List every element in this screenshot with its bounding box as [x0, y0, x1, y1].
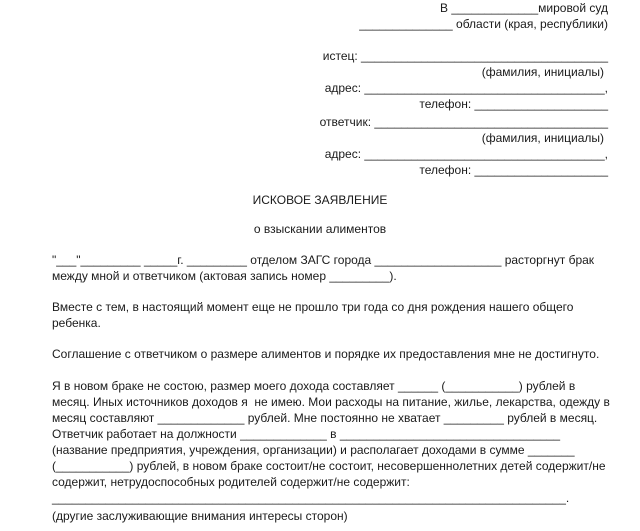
paragraph-4-line-3: месяц составляют _____________ рублей. Мне постоянно не хватает _________ рублей в месяц.	[52, 411, 598, 425]
document-subtitle: о взыскании алиментов	[253, 222, 387, 236]
defendant-line: ответчик: ___________________________________	[319, 115, 608, 129]
paragraph-1-line-1: "___"_________ _____г. _________ отделом ЗАГС города ___________________ расторгнут брак	[52, 253, 595, 267]
paragraph-2-line-1: Вместе с тем, в настоящий момент еще не прошло три года со дня рождения нашего общего	[52, 300, 574, 314]
plaintiff-phone-line: телефон: ____________________	[419, 97, 608, 111]
paragraph-4-line-4: Ответчик работает на должности _____________ в _________________________________	[52, 427, 561, 441]
defendant-phone-line: телефон: ____________________	[419, 163, 608, 177]
paragraph-3-line-1: Соглашение с ответчиком о размере алиментов и порядке их предоставления мне не достигнуто.	[52, 347, 600, 361]
document-title: ИСКОВОЕ ЗАЯВЛЕНИЕ	[252, 193, 388, 207]
defendant-name-hint: (фамилия, инициалы)	[481, 131, 604, 145]
paragraph-2-line-2: ребенка.	[52, 316, 101, 330]
paragraph-1-line-2: между мной и ответчиком (актовая запись номер _________).	[52, 269, 397, 283]
paragraph-4-line-7: содержит, нетрудоспособных родителей содержит/не содержит:	[52, 475, 410, 489]
defendant-address-line: адрес: ____________________________________,	[324, 147, 608, 161]
plaintiff-address-line: адрес: ____________________________________,	[324, 81, 608, 95]
plaintiff-name-hint: (фамилия, инициалы)	[481, 65, 604, 79]
paragraph-4-line-2: месяц. Иных источников доходов я не имею. Мои расходы на питание, жилье, лекарства, одежду в	[52, 395, 610, 409]
paragraph-4-line-1: Я в новом браке не состою, размер моего дохода составляет ______ (___________) рублей в	[52, 379, 576, 393]
region-line: ______________ области (края, республики)	[359, 17, 608, 31]
plaintiff-line: истец: _____________________________________	[322, 49, 608, 63]
paragraph-4-line-5: (название предприятия, учреждения, организации) и располагает доходами в сумме _______	[52, 443, 575, 457]
paragraph-4-line-8: _____________________________________________________________________________.	[52, 491, 570, 505]
court-line: В _____________мировой суд	[440, 1, 608, 15]
paragraph-4-line-9: (другие заслуживающие внимания интересы сторон)	[52, 509, 348, 523]
paragraph-4-line-6: (___________) рублей, в новом браке состоит/не состоит, несовершеннолетних детей содержит/не	[52, 459, 606, 473]
